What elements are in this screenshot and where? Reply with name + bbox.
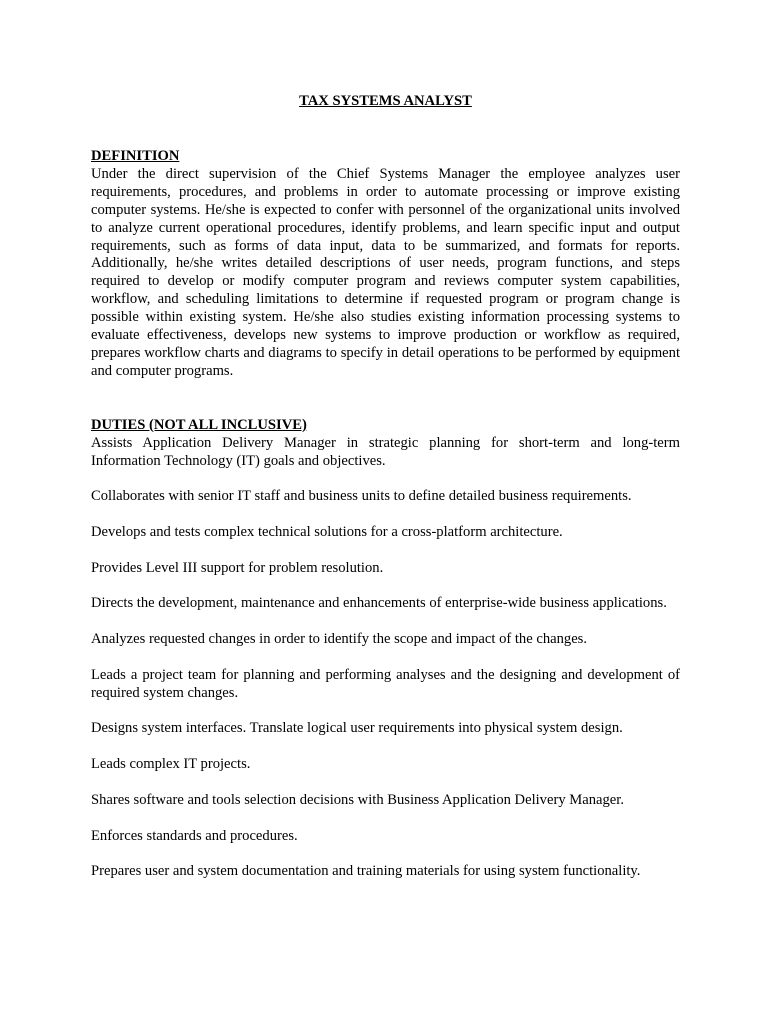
definition-heading: DEFINITION	[91, 148, 180, 164]
duty-item: Develops and tests complex technical solutions for a cross-platform architecture.	[91, 524, 563, 540]
document-title: TAX SYSTEMS ANALYST	[299, 93, 472, 109]
duty-item: Directs the development, maintenance and enhancements of enterprise-wide business applications.	[91, 595, 667, 612]
document-page	[91, 93, 680, 881]
duties-heading: DUTIES (NOT ALL INCLUSIVE)	[91, 416, 307, 433]
duty-item: Leads a project team for planning and performing analyses and the designing and development of required system changes.	[91, 666, 680, 701]
duty-item: Assists Application Delivery Manager in strategic planning for short-term and long-term Information Technology (IT) goals and objectives.	[91, 434, 680, 469]
duties-list	[91, 435, 680, 881]
duty-item: Designs system interfaces. Translate logical user requirements into physical system design.	[91, 720, 623, 737]
duty-item: Prepares user and system documentation and training materials for using system functionality.	[91, 863, 641, 880]
duty-item: Analyzes requested changes in order to identify the scope and impact of the changes.	[91, 631, 588, 648]
duty-item: Provides Level III support for problem resolution.	[91, 559, 384, 576]
definition-text: Under the direct supervision of the Chief Systems Manager the employee analyzes user requirements, procedures, and problems in order to automate processing or improve existing computer systems. He/she is expected to confer with personnel of the organizational units involved to analyze current operational procedures, identify problems, and learn specific input and output requirements, such as forms of data input, data to be summarized, and formats for reports. Additionally, he/she writes detailed descriptions of user needs, program functions, and steps required to develop or modify computer program and reviews computer system capabilities, workflow, and scheduling limitations to determine if requested program or program change is possible within existing system. He/she also studies existing information processing systems to evaluate effectiveness, develops new systems to improve production or workflow as required, prepares workflow charts and diagrams to specify in detail operations to be performed by equipment and computer programs.	[91, 165, 680, 379]
duty-item: Collaborates with senior IT staff and business units to define detailed business requirements.	[91, 488, 632, 505]
duty-item: Shares software and tools selection decisions with Business Application Delivery Manager.	[91, 791, 624, 808]
duty-item: Enforces standards and procedures.	[91, 827, 298, 844]
duty-item: Leads complex IT projects.	[91, 756, 251, 773]
